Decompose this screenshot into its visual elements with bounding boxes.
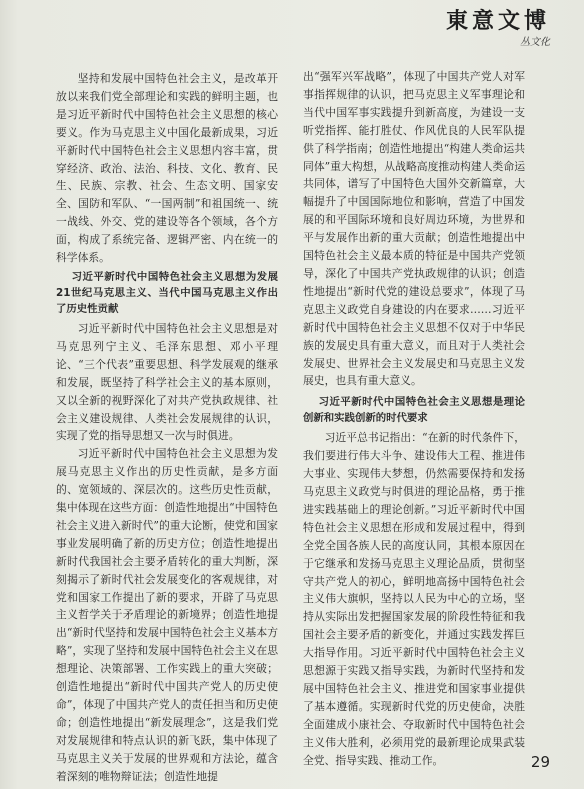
paragraph: 出“强军兴军战略”，体现了中国共产党人对军事指挥规律的认识，把马克思主义军事理论和当代中国军事实践提升到新高度，为建设一支听党指挥、能打胜仗、作风优良的人民军队提供了科学指南；创造性地提出“构建人类命运共同体”重大构想，从战略高度推动构建人类命运共同体，谱写了中国特色大国外交新篇章，大幅提升了中国国际地位和影响，营造了中国发展的和平国际环境和良好周边环境，为世界和平与发展作出新的重大贡献；创造性地提出中国特色社会主义最本质的特征是中国共产党领导，深化了中国共产党执政规律的认识；创造性地提出“新时代党的建设总要求”，体现了马克思主义政党自身建设的内在要求……习近平新时代中国特色社会主义思想不仅对于中华民族的发展史具有重大意义，而且对于人类社会发展史、世界社会主义发展史和马克思主义发展史，也具有重大意义。: [303, 70, 525, 388]
right-column: [303, 68, 525, 770]
masthead-signature: 丛文化: [520, 37, 550, 48]
paragraph: 习近平新时代中国特色社会主义思想为发展马克思主义作出的历史性贡献，是多方面的、宽领域的、深层次的。这些历史性贡献，集中体现在这些方面：创造性地提出“中国特色社会主义进入新时代”的重大论断，使党和国家事业发展明确了新的历史方位；创造性地提出新时代我国社会主要矛盾转化的重大判断，深刻揭示了新时代社会发展变化的客观规律，对党和国家工作提出了新的要求，开辟了马克思主义哲学关于矛盾理论的新境界；创造性地提出“新时代坚持和发展中国特色社会主义基本方略”，实现了坚持和发展中国特色社会主义在思想理论、决策部署、工作实践上的重大突破；创造性地提出“新时代中国共产党人的历史使命”，体现了中国共产党人的责任担当和历史使命；创造性地提出“新发展理念”，这是我们党对发展规律和特点认识的新飞跃，集中体现了马克思主义关于发展的世界观和方法论，蕴含着深刻的唯物辩证法；创造性地提: [56, 447, 278, 783]
left-column: [56, 70, 278, 786]
section-heading: 习近平新时代中国特色社会主义思想为发展21世纪马克思主义、当代中国马克思主义作出了历史性贡献: [56, 270, 278, 315]
masthead: [446, 4, 550, 48]
paragraph: 习近平新时代中国特色社会主义思想是对马克思列宁主义、毛泽东思想、邓小平理论、“三个代表”重要思想、科学发展观的继承和发展，既坚持了科学社会主义的基本原则，又以全新的视野深化了对共产党执政规律、社会主义建设规律、人类社会发展规律的认识，实现了党的指导思想又一次与时俱进。: [56, 321, 278, 443]
masthead-logo: 東意文博: [445, 8, 550, 34]
paragraph: 习近平总书记指出：“在新的时代条件下，我们要进行伟大斗争、建设伟大工程、推进伟大事业、实现伟大梦想，仍然需要保持和发扬马克思主义政党与时俱进的理论品格，勇于推进实践基础上的理论创新。”习近平新时代中国特色社会主义思想在形成和发展过程中，得到全党全国各族人民的高度认同，其根本原因在于它继承和发扬马克思主义理论品质，贯彻坚守共产党人的初心，鲜明地高扬中国特色社会主义伟大旗帜，坚持以人民为中心的立场，坚持从实际出发把握国家发展的阶段性特征和我国社会主要矛盾的新变化，并通过实践发挥巨大指导作用。习近平新时代中国特色社会主义思想源于实践又指导实践，为新时代坚持和发展中国特色社会主义、推进党和国家事业提供了基本遵循。实现新时代党的历史使命，决胜全面建成小康社会、夺取新时代中国特色社会主义伟大胜利，必须用党的最新理论成果武装全党、指导实践、推动工作。: [303, 431, 525, 767]
section-heading: 习近平新时代中国特色社会主义思想是理论创新和实践创新的时代要求: [303, 396, 525, 425]
paragraph: 坚持和发展中国特色社会主义，是改革开放以来我们党全部理论和实践的鲜明主题，也是习近平新时代中国特色社会主义思想的核心要义。作为马克思主义中国化最新成果，习近平新时代中国特色社会主义思想内容丰富，贯穿经济、政治、法治、科技、文化、教育、民生、民族、宗教、社会、生态文明、国家安全、国防和军队、“一国两制”和祖国统一、统一战线、外交、党的建设等各个领域，各个方面，构成了系统完备、逻辑严密、内在统一的科学体系。: [56, 72, 278, 265]
page-number: 29: [530, 753, 550, 771]
